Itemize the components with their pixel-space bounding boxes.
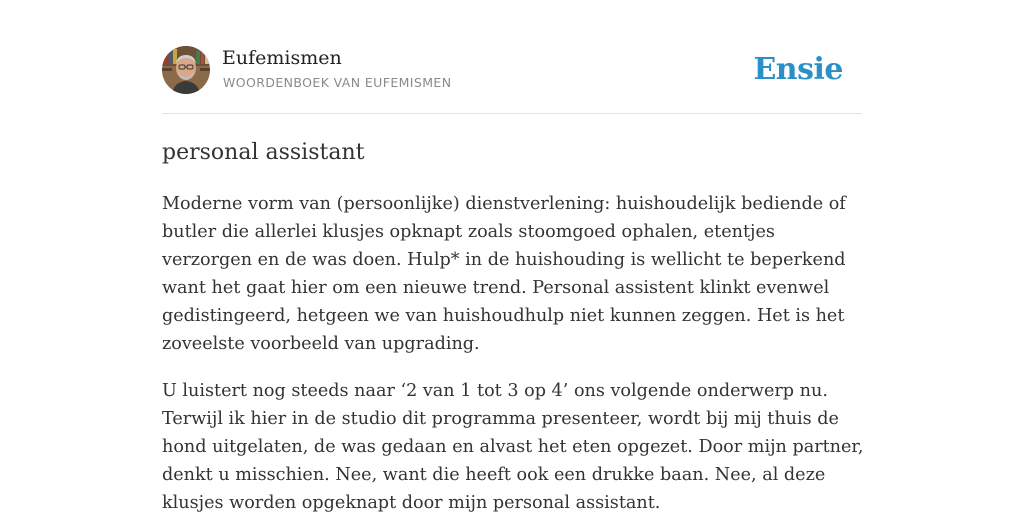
entry-definition	[162, 190, 867, 512]
author-avatar[interactable]	[162, 46, 210, 94]
source-header	[162, 46, 862, 96]
entry-term: personal assistant	[162, 140, 365, 165]
source-title[interactable]: Eufemismen	[222, 47, 342, 69]
example-paragraph: U luistert nog steeds naar ‘2 van 1 tot 3 op 4’ ons volgende onderwerp nu. Terwijl ik hier in de studio dit programma presenteer, wordt bij mij thuis de hond uitgelaten, de was gedaan en alvast het eten opgezet. Door mijn partner, denkt u misschien. Nee, want die heeft ook een drukke baan. Nee, al deze klusjes worden opgeknapt door mijn personal assistant.	[162, 381, 864, 512]
ensie-logo[interactable]: Ensie	[753, 52, 843, 87]
definition-paragraph: Moderne vorm van (persoonlijke) dienstverlening: huishoudelijk bediende of butler die allerlei klusjes opknapt zoals stoomgoed ophalen, etentjes verzorgen en de was doen. Hulp* in de huishouding is wellicht te beperkend want het gaat hier om een nieuwe trend. Personal assistent klinkt evenwel gedistingeerd, hetgeen we van huishoudhulp niet kunnen zeggen. Het is het zoveelste voorbeeld van upgrading.	[162, 194, 846, 354]
header-divider	[162, 113, 862, 114]
avatar-portrait-icon	[162, 46, 210, 94]
source-subtitle[interactable]: WOORDENBOEK VAN EUFEMISMEN	[223, 75, 452, 90]
